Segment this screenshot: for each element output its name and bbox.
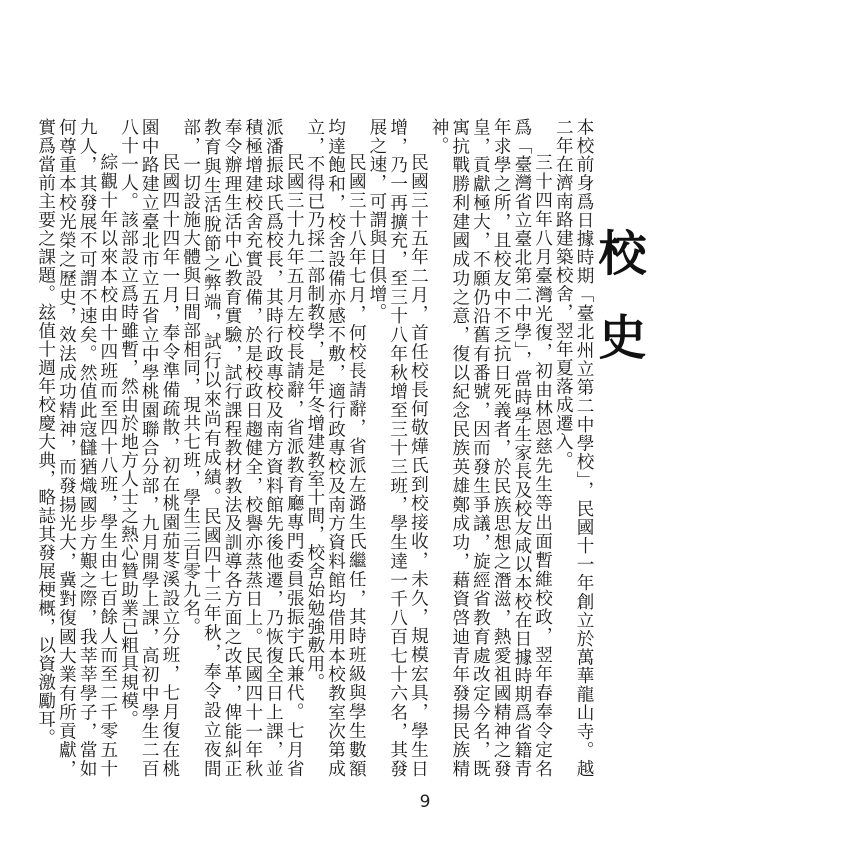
paragraph-4: 民國三十八年七月，何校長請辭，省派左潞生氏繼任，其時班級與學生數額均達飽和，校舍設備亦感不敷，適行政專校及南方資料館均借用本校教室次第成立，不得已乃採二部制教學，是年冬增建教室十間，校舍始勉強敷用。 xyxy=(304,118,367,778)
paragraph-6: 民國四十四年一月，奉令準備疏散，初在桃園茄苳溪設立分班，七月復在桃園中路建立臺北市立五省立中學桃園聯合分部，九月開學上課，高初中學生二百八十一人。該部設立爲時雖暫，然由於地方人士之熱心贊助業已粗具規模。 xyxy=(118,118,180,778)
page-number: 9 xyxy=(419,792,431,812)
paragraph-7: 綜觀十年以來本校由十四班而至四十八班，學生由七百餘人而至二千零五十九人，其發展不可謂不速矣。然值此寇讎猶熾國步方艱之際，我莘莘學子，當如何尊重本校光榮之歷史，效法成功精神，而發揚光大，冀對復國大業有所貢獻，實爲當前主要之課題。玆值十週年校慶大典，略誌其發展梗概，以資激勵耳。 xyxy=(35,118,118,778)
paragraph-3: 民國三十五年二月，首任校長何敬燁氏到校接收，未久，規模宏具，學生日增，乃一再擴充，至三十八年秋增至三十三班，學生達一千八百七十六名，其發展之速，可謂與日俱增。 xyxy=(366,118,429,778)
body-text xyxy=(35,118,594,778)
paragraph-1: 本校前身爲日據時期「臺北州立第二中學校」，民國十一年創立於萬華龍山寺。越二年在濟南路建築校舍，翌年夏落成遷入。 xyxy=(553,118,594,778)
page-title: 校史 xyxy=(590,228,646,396)
paragraph-5: 民國三十九年五月左校長請辭，省派教育廳專門委員張振宇氏兼代。七月省派潘振球氏爲校長，其時行政專校及南方資料館先後他遷，乃恢復全日上課，並積極增建校舍充實設備，於是校政日趨健全，校譽亦蒸蒸日上。民國四十一年秋奉令辦理生活中心教育實驗，試行課程教材教法及訓導各方面之改革，俾能糾正教育與生活脫節之弊端，試行以來尚有成績。民國四十三年秋，奉令設立夜間部，一切設施大體與日間部相同，現共七班，學生三百零九名。 xyxy=(180,118,305,778)
paragraph-2: 三十四年八月臺灣光復，初由林恩慈先生等出面暫維校政，翌年春奉令定名爲「臺灣省立臺北第二中學」，當時學生家長及校友咸以本校在日據時期爲省籍青年求學之所，且校友中不乏抗日死義者，於民族思想之潛滋，熱愛祖國精神之發皇，貢獻極大，不願仍沿舊有番號，因而發生爭議，旋經省教育處改定今名，既寓抗戰勝利建國成功之意，復以紀念民族英雄鄭成功，藉資啓迪青年發揚民族精神。 xyxy=(429,118,553,778)
